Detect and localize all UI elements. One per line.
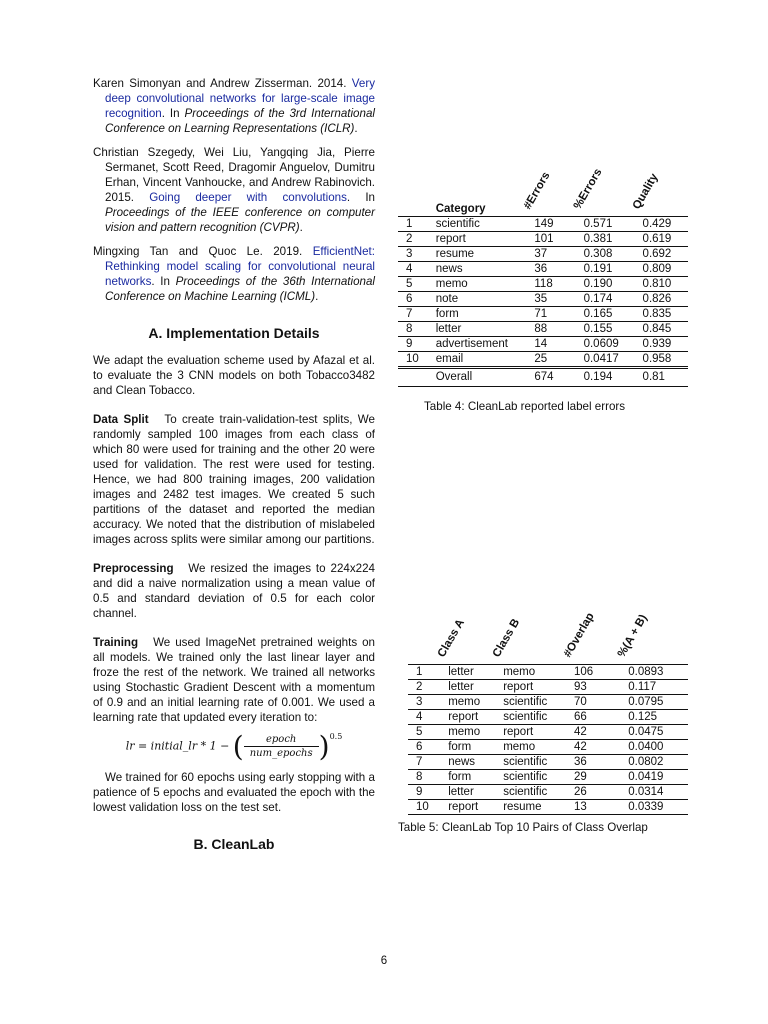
- table4-cell: 0.619: [640, 232, 688, 247]
- table4-cell: 36: [531, 262, 580, 277]
- table5-header-cell: [561, 604, 625, 665]
- table4-cell: 118: [531, 277, 580, 292]
- formula-fraction: [244, 733, 319, 760]
- table4-cell: 3: [398, 247, 433, 262]
- table4-overall-cell: 674: [531, 368, 580, 387]
- table-row: [398, 292, 688, 307]
- table5-cell: 4: [408, 710, 445, 725]
- table4-cell: 14: [531, 337, 580, 352]
- data-split-paragraph: [93, 412, 375, 547]
- table5-block: [408, 604, 688, 815]
- table4-cell: memo: [433, 277, 532, 292]
- preprocessing-label: Preprocessing: [93, 562, 174, 575]
- reference-link[interactable]: EfficientNet: Rethinking model scaling for convolutional neural networks: [105, 245, 375, 288]
- formula-denominator: num_epochs: [249, 748, 313, 759]
- left-column: [93, 76, 375, 852]
- table4-cell: 88: [531, 322, 580, 337]
- table-row: [398, 322, 688, 337]
- table5-cell: letter: [445, 680, 500, 695]
- table5-cell: memo: [445, 695, 500, 710]
- table-row: [408, 800, 688, 815]
- table4-cell: 9: [398, 337, 433, 352]
- table-row: [408, 755, 688, 770]
- table5-cell: report: [445, 800, 500, 815]
- table5-cell: scientific: [500, 695, 571, 710]
- table5-cell: 6: [408, 740, 445, 755]
- table-row: [408, 770, 688, 785]
- table4-cell: 25: [531, 352, 580, 368]
- table4-cell: form: [433, 307, 532, 322]
- section-b-heading: B. CleanLab: [193, 836, 275, 852]
- table4-header-cell: [630, 156, 688, 217]
- table4-cell: 0.0417: [581, 352, 640, 368]
- table5-cell: 10: [408, 800, 445, 815]
- formula-numerator: epoch: [244, 733, 319, 747]
- table5-cell: letter: [445, 665, 500, 680]
- table-row: [408, 665, 688, 680]
- section-a-closing: We trained for 60 epochs using early stopping with a patience of 5 epochs and evaluated the epoch with the lowest validation loss on the test set.: [93, 771, 375, 814]
- table5: [408, 604, 688, 815]
- table4-cell: 0.571: [581, 217, 640, 232]
- table5-cell: scientific: [500, 785, 571, 800]
- table5-cell: scientific: [500, 755, 571, 770]
- table5-cell: 93: [571, 680, 625, 695]
- table5-cell: 5: [408, 725, 445, 740]
- table5-cell: 3: [408, 695, 445, 710]
- table4-cell: resume: [433, 247, 532, 262]
- table4-cell: 0.0609: [581, 337, 640, 352]
- table5-header-label: #Overlap: [561, 610, 597, 660]
- table4-overall-cell: 0.194: [581, 368, 640, 387]
- table-row: [408, 710, 688, 725]
- table5-header-cell: [435, 604, 500, 665]
- table4-cell: letter: [433, 322, 532, 337]
- reference-list: [93, 76, 375, 304]
- section-a-intro: We adapt the evaluation scheme used by Afazal et al. to evaluate the 3 CNN models on both Tobacco3482 and Clean Tobacco.: [93, 354, 375, 397]
- reference-venue: Proceedings of the 3rd International Conference on Learning Representations (ICLR): [105, 107, 375, 135]
- table4-cell: 0.845: [640, 322, 688, 337]
- preprocessing-paragraph: [93, 561, 375, 621]
- table5-cell: form: [445, 740, 500, 755]
- reference-venue: Proceedings of the 36th International Conference on Machine Learning (ICML): [105, 275, 375, 303]
- data-split-label: Data Split: [93, 413, 149, 426]
- table5-cell: 0.0475: [625, 725, 688, 740]
- formula-exponent: 0.5: [329, 732, 343, 741]
- table4-cell: email: [433, 352, 532, 368]
- table5-header-cell: [615, 604, 688, 665]
- table5-caption: Table 5: CleanLab Top 10 Pairs of Class Overlap: [398, 821, 648, 834]
- table5-cell: 8: [408, 770, 445, 785]
- table5-cell: 0.0893: [625, 665, 688, 680]
- table5-header-label: %(A + B): [615, 612, 650, 660]
- table4-header-label: #Errors: [522, 170, 553, 212]
- table5-header-cell: [490, 604, 571, 665]
- table5-cell: letter: [445, 785, 500, 800]
- formula-lhs: lr = initial_lr * 1 −: [125, 739, 230, 753]
- table-row: [398, 232, 688, 247]
- preprocessing-text: We resized the images to 224x224 and did a naive normalization using a mean value of 0.5 and standard deviation of 0.5 for each color channel.: [93, 562, 375, 620]
- table-row: [408, 695, 688, 710]
- table4-cell: 0.308: [581, 247, 640, 262]
- table5-cell: 0.0419: [625, 770, 688, 785]
- table5-cell: 29: [571, 770, 625, 785]
- table4-cell: 37: [531, 247, 580, 262]
- table4-header-cell: [398, 156, 433, 217]
- table4-cell: note: [433, 292, 532, 307]
- table4-header-label: %Errors: [571, 166, 605, 212]
- table5-cell: 9: [408, 785, 445, 800]
- table4-cell: 0.190: [581, 277, 640, 292]
- table4-cell: 0.692: [640, 247, 688, 262]
- reference-venue: Proceedings of the IEEE conference on computer vision and pattern recognition (CVPR): [105, 206, 375, 234]
- table4-cell: 0.835: [640, 307, 688, 322]
- page-number: 6: [380, 955, 388, 967]
- table-row: [398, 352, 688, 368]
- learning-rate-formula: lr = initial_lr * 1 − ( $\frac{\text{epoch}}{\text{num\_epochs}}$ )$^{0.5}$: [125, 730, 343, 763]
- table-row: [408, 725, 688, 740]
- table5-header-label: Class B: [490, 616, 523, 660]
- reference-connector: . In: [151, 275, 176, 288]
- table4-cell: 0.810: [640, 277, 688, 292]
- table-row: [398, 337, 688, 352]
- table4-cell: 101: [531, 232, 580, 247]
- table-row: [408, 740, 688, 755]
- table4-cell: 71: [531, 307, 580, 322]
- table5-cell: 106: [571, 665, 625, 680]
- table5-header-label: Class A: [435, 617, 468, 660]
- table-row: [408, 680, 688, 695]
- reference-item: [93, 76, 375, 136]
- table-row: [398, 217, 688, 232]
- table5-cell: memo: [500, 665, 571, 680]
- table5-cell: scientific: [500, 770, 571, 785]
- table4-caption: Table 4: CleanLab reported label errors: [424, 400, 626, 413]
- table4-cell: news: [433, 262, 532, 277]
- reference-authors: Christian Szegedy, Wei Liu, Yangqing Jia, Pierre Sermanet, Scott Reed, Dragomir Anguelov, Dumitru Erhan, Vincent Vanhoucke, and Andrew Rabinovich. 2015.: [93, 146, 375, 204]
- table4-header-cell: [571, 156, 640, 217]
- table5-cell: report: [500, 680, 571, 695]
- reference-authors: Mingxing Tan and Quoc Le. 2019.: [93, 245, 303, 258]
- table5-cell: 42: [571, 725, 625, 740]
- table-row: [398, 307, 688, 322]
- table4-cell: 0.809: [640, 262, 688, 277]
- table5-cell: 36: [571, 755, 625, 770]
- table4-header-label: Quality: [630, 171, 661, 212]
- table4-cell: 0.381: [581, 232, 640, 247]
- table4-cell: 2: [398, 232, 433, 247]
- table4-cell: 0.958: [640, 352, 688, 368]
- table4-cell: 4: [398, 262, 433, 277]
- table-row: [408, 785, 688, 800]
- reference-link[interactable]: Going deeper with convolutions: [149, 191, 347, 204]
- table5-cell: news: [445, 755, 500, 770]
- table5-cell: 26: [571, 785, 625, 800]
- reference-item: [93, 244, 375, 304]
- table-row: [398, 262, 688, 277]
- table4-cell: 0.174: [581, 292, 640, 307]
- table5-cell: 0.0795: [625, 695, 688, 710]
- table5-cell: 70: [571, 695, 625, 710]
- reference-link[interactable]: Very deep convolutional networks for large-scale image recognition: [105, 77, 375, 120]
- table4-cell: 149: [531, 217, 580, 232]
- table4-cell: 0.429: [640, 217, 688, 232]
- table5-cell: memo: [500, 740, 571, 755]
- table5-cell: 1: [408, 665, 445, 680]
- table5-cell: 66: [571, 710, 625, 725]
- table5-cell: 0.0802: [625, 755, 688, 770]
- table5-cell: 13: [571, 800, 625, 815]
- table4: [398, 156, 688, 387]
- table4-cell: 1: [398, 217, 433, 232]
- table-row: [398, 247, 688, 262]
- table4-cell: 8: [398, 322, 433, 337]
- table4-block: [398, 156, 688, 414]
- table4-cell: 0.939: [640, 337, 688, 352]
- reference-end: .: [299, 221, 303, 234]
- table-row: [398, 277, 688, 292]
- table4-cell: scientific: [433, 217, 532, 232]
- table4-overall-cell: Overall: [433, 368, 532, 387]
- table5-cell: scientific: [500, 710, 571, 725]
- table5-cell: 0.0400: [625, 740, 688, 755]
- table4-cell: 10: [398, 352, 433, 368]
- table4-header-cell: Category: [435, 203, 486, 215]
- table5-cell: 0.117: [625, 680, 688, 695]
- table5-cell: memo: [445, 725, 500, 740]
- table4-cell: 0.165: [581, 307, 640, 322]
- table5-cell: 7: [408, 755, 445, 770]
- table5-cell: form: [445, 770, 500, 785]
- training-label: Training: [93, 636, 139, 649]
- data-split-text: To create train-validation-test splits, We randomly sampled 100 images from each class of which 80 were used for training and the other 20 were used for validation. The rest were used for testing. Hence, we had 800 training images, 200 validation images and 2482 test images. We created 5 such partitions of the dataset and reported the median accuracy. We noted that the distribution of mislabeled images across splits were similar among our partitions.: [93, 413, 375, 546]
- reference-connector: . In: [346, 191, 375, 204]
- table5-cell: report: [445, 710, 500, 725]
- table4-overall-cell: 0.81: [640, 368, 688, 387]
- table5-cell: 0.125: [625, 710, 688, 725]
- table5-cell: 0.0339: [625, 800, 688, 815]
- reference-end: .: [315, 290, 319, 303]
- table4-cell: 7: [398, 307, 433, 322]
- table5-cell: 2: [408, 680, 445, 695]
- table4-cell: 35: [531, 292, 580, 307]
- table4-cell: advertisement: [433, 337, 532, 352]
- table5-cell: resume: [500, 800, 571, 815]
- table4-header-cell: [522, 156, 580, 217]
- table4-cell: 5: [398, 277, 433, 292]
- table5-cell: 0.0314: [625, 785, 688, 800]
- table4-cell: 0.191: [581, 262, 640, 277]
- table5-cell: 42: [571, 740, 625, 755]
- training-paragraph: [93, 635, 375, 725]
- table4-cell: 6: [398, 292, 433, 307]
- section-a-heading: A. Implementation Details: [148, 325, 320, 341]
- reference-end: .: [354, 122, 358, 135]
- training-text: We used ImageNet pretrained weights on all models. We trained only the last linear layer and froze the rest of the network. We trained all networks using Stochastic Gradient Descent with a momentum of 0.9 and an initial learning rate of 0.001. We used a learning rate that updated every iteration to:: [93, 636, 375, 724]
- table5-cell: report: [500, 725, 571, 740]
- reference-item: [93, 145, 375, 235]
- reference-authors: Karen Simonyan and Andrew Zisserman. 2014.: [93, 77, 347, 90]
- table-overall-row: [398, 368, 688, 387]
- table4-cell: 0.826: [640, 292, 688, 307]
- table4-cell: 0.155: [581, 322, 640, 337]
- reference-connector: . In: [161, 107, 185, 120]
- table4-cell: report: [433, 232, 532, 247]
- table4-overall-cell: [398, 368, 433, 387]
